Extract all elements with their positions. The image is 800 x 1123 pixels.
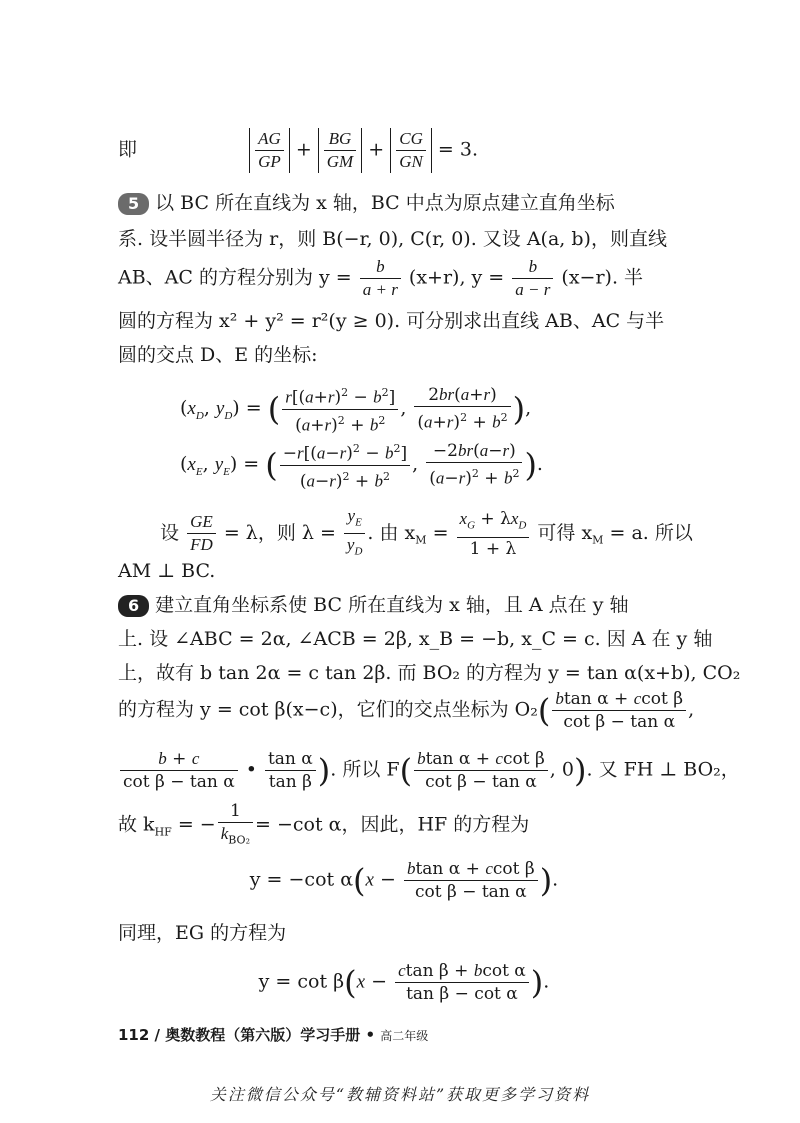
problem-badge-6: 6 — [118, 595, 149, 617]
problem-badge-5: 5 — [118, 193, 149, 215]
s5-line2: 系. 设半圆半径为 r，则 B(−r, 0), C(r, 0). 又设 A(a, b)，则直线 — [118, 228, 667, 250]
eq-result: = 3. — [437, 138, 478, 161]
s5-line3: AB、AC 的方程分别为 y = $\frac{b}{a + r}$ (x+r), y = $\frac{b}{a - r}$ (x−r). 半 — [118, 257, 644, 299]
s5-am-bc: AM ⊥ BC. — [118, 560, 216, 582]
coord-d: ($x_D$, $y_D$) = ( $\frac{r[(a+r)^2 - b^2]}{(a+r)^2 + b^2}$ , $\frac{2br(a+r)}{(a+r)^2 + b^2}$ ), — [180, 382, 690, 432]
s5-line4: 圆的方程为 x² + y² = r²(y ≥ 0). 可分别求出直线 AB、AC 与半 — [118, 310, 665, 332]
s5-line5: 圆的交点 D、E 的坐标: — [118, 344, 318, 366]
eg-equation: y = cot β(x − $\frac{\text{ctan β + bcot α}}{\text{tan β − cot α}}$ ). — [258, 961, 550, 1004]
hf-equation: y = −cot α(x − $\frac{\text{btan α + ccot β}}{\text{cot β − tan α}}$ ). — [249, 859, 559, 902]
coord-e: ($x_E$, $y_E$) = ( $\frac{-r[(a-r)^2 - b^2]}{(a-r)^2 + b^2}$ , $\frac{-2br(a-r)}{(a-r)^2 + b^2}$ ). — [180, 438, 690, 488]
s6-line5: $\frac{b + c}{\text{cot β − tan α}}$ • $\frac{\text{tan α}}{\text{tan β}}$ ). 所以 F( $\frac{\text{btan α + ccot β}}{\text{cot β − tan α}}$ , 0). 又 FH ⊥ BO₂， — [118, 748, 690, 798]
s5-lambda-line: 设 $\frac{GE}{FD}$ = λ，则 λ = $\frac{y_E}{y_D}$ . 由 $x_M$ = $\frac{x_G + \lambda x_D}{1 + \lambda}$ 可得 $x_M = a$. 所以 — [160, 506, 693, 559]
s6-line1: 6 建立直角坐标系使 BC 所在直线为 x 轴，且 A 点在 y 轴 — [118, 590, 690, 620]
s6-line2: 上. 设 ∠ABC = 2α, ∠ACB = 2β, x_B = −b, x_C = c. 因 A 在 y 轴 — [118, 628, 713, 650]
s6-line6: 故 $k_{HF}$ = − $\frac{1}{k_{BO_2}}$ = −cot α，因此，HF 的方程为 — [118, 801, 530, 847]
s6-line4: 的方程为 y = cot β(x−c)，它们的交点坐标为 O₂( $\frac{\text{btan α + ccot β}}{\text{cot β − tan α}}$ , — [118, 689, 695, 732]
page-footer: 112 / 奥数教程（第六版）学习手册 • 高二年级 — [118, 1026, 429, 1044]
prefix-ji: 即 — [118, 138, 138, 161]
equation-sum: 即 $\frac{AG}{GP}$ + $\frac{BG}{GM}$ + $\frac{CG}{GN}$ = 3. — [118, 129, 478, 171]
watermark-text: 关注微信公众号“教辅资料站”获取更多学习资料 — [209, 1085, 591, 1104]
s5-line1: 5 以 BC 所在直线为 x 轴，BC 中点为原点建立直角坐标 — [118, 188, 690, 218]
s6-same: 同理，EG 的方程为 — [118, 922, 287, 944]
s6-line3: 上，故有 b tan 2α = c tan 2β. 而 BO₂ 的方程为 y = tan α(x+b), CO₂ — [118, 662, 741, 684]
